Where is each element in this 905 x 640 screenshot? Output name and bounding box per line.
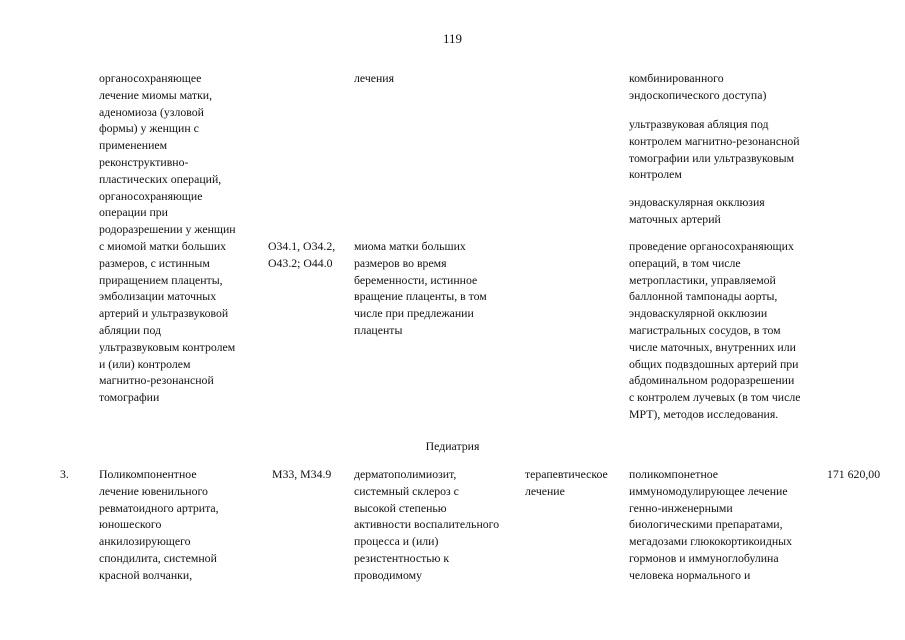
treatment-method-d: проведение органосохраняющих операций, в том числе метропластики, управляемой баллонной тампонады аорты, эндоваскулярной окклюзии магистральных сосудов, в том числе маточных, внутренних или общих подвздошных артерий при абдоминальном родоразрешении с контролем лучевых (в том числе МРТ), методов исследования. <box>629 239 801 421</box>
patient-model-cont: миома матки больших размеров во время беременности, истинное вращение плаценты, в том числе при предлежании плаценты <box>354 239 487 337</box>
page-number: 119 <box>442 31 463 46</box>
treatment-method-a: комбинированного эндоскопического доступа) <box>629 71 767 102</box>
treatment-method: поликомпонетное иммуномодулирующее лечение генно-инженерными биологическими препаратами, мегадозами глюкокортикоидных гормонов и иммуноглобулина человека нормального и <box>629 467 792 582</box>
row-number: 3. <box>60 467 69 481</box>
method-description-cont-2: с миомой матки больших размеров, с истинным приращением плаценты, эмболизации маточных артерий и ультразвуковой абляции под ультразвуковым контролем и (или) контролем магнитно-резонансной томографии <box>99 239 236 405</box>
treatment-method-b: ультразвуковая абляция под контролем магнитно-резонансной томографии или ультразвуковым контролем <box>629 117 800 182</box>
patient-model: дерматополимиозит, системный склероз с высокой степенью активности воспалительного процесса и (или) резистентностью к проводимому <box>354 467 500 582</box>
method-description-cont-1: органосохраняющее лечение миомы матки, аденомиоза (узловой формы) у женщин с применением реконструктивно- пластических операций, органосохраняющие операции при родоразрешении у женщин <box>99 71 236 237</box>
method-description: Поликомпонентное лечение ювенильного ревматоидного артрита, юношеского анкилозирующего спондилита, системной красной волчанки, <box>99 467 219 582</box>
icd-codes-cont: O34.1, O34.2, O43.2; O44.0 <box>268 239 336 270</box>
cost-value: 171 620,00 <box>827 467 881 481</box>
treatment-type: терапевтическое лечение <box>525 467 608 498</box>
icd-codes: M33, M34.9 <box>272 467 332 481</box>
patient-model-cont-top: лечения <box>354 71 395 85</box>
treatment-method-c: эндоваскулярная окклюзия маточных артерий <box>629 195 765 226</box>
section-title: Педиатрия <box>425 439 480 453</box>
